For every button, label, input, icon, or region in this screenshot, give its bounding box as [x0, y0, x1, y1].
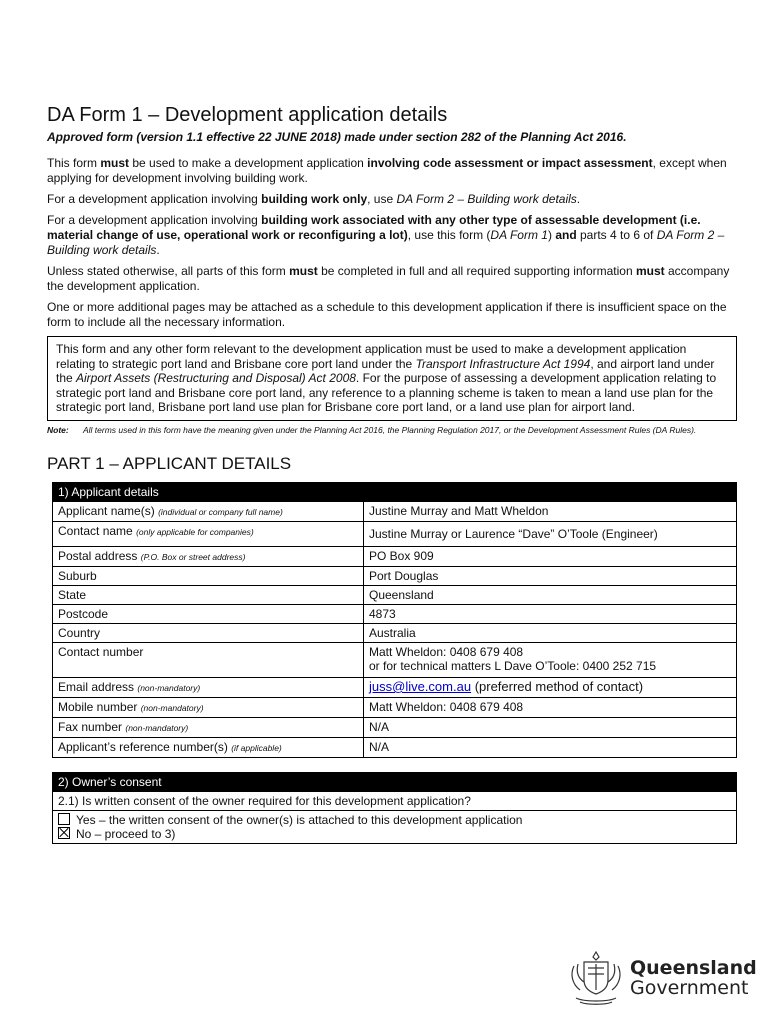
applicant-name-field[interactable]: Justine Murray and Matt Wheldon [364, 501, 737, 521]
email-link[interactable]: juss@live.com.au [369, 678, 472, 694]
reference-number-field[interactable]: N/A [364, 737, 737, 757]
page-title: DA Form 1 – Development application details [47, 104, 448, 126]
consent-no-option[interactable]: No – proceed to 3) [58, 827, 731, 841]
country-field[interactable]: Australia [364, 623, 737, 642]
coat-of-arms-icon [566, 948, 626, 1008]
owner-consent-table [52, 772, 737, 844]
logo-line-2: Government [630, 977, 749, 999]
email-field[interactable]: juss@live.com.au (preferred method of contact) [364, 677, 737, 697]
table-row: Fax number (non-mandatory) N/A [53, 717, 737, 737]
table-row: Contact name (only applicable for companies) Justine Murray or Laurence “Dave” O’Toole (Engineer) [53, 521, 737, 546]
contact-name-field[interactable]: Justine Murray or Laurence “Dave” O’Toole (Engineer) [364, 521, 737, 546]
intro-paragraph-2: For a development application involving building work only, use DA Form 2 – Building work details. [47, 192, 581, 206]
table-row: Postal address (P.O. Box or street address) PO Box 909 [53, 546, 737, 566]
intro-paragraph-3: For a development application involving building work associated with any other type of assessable development (i.e. material change of use, operational work or reconfiguring a lot), use this form (DA Form 1) and parts 4 to 6 of DA Form 2 – Building work details. [47, 213, 725, 257]
table-row: Applicant’s reference number(s) (if applicable) N/A [53, 737, 737, 757]
contact-number-field[interactable]: Matt Wheldon: 0408 679 408 or for technical matters L Dave O’Toole: 0400 252 715 [364, 642, 737, 677]
terms-note [47, 425, 737, 436]
table-row: Suburb Port Douglas [53, 566, 737, 585]
form-subtitle: Approved form (version 1.1 effective 22 JUNE 2018) made under section 282 of the Planning Act 2016. [47, 130, 627, 144]
table-row: Mobile number (non-mandatory) Matt Wheldon: 0408 679 408 [53, 697, 737, 717]
port-land-notice: This form and any other form relevant to the development application must be used to make a development application relating to strategic port land and Brisbane core port land under the Transport Infrastructure Act 1994, and airport land under the Airport Assets (Restructuring and Disposal) Act 2008. For the purpose of assessing a development application relating to strategic port land and Brisbane core port land, any reference to a planning scheme is taken to mean a land use plan for the strategic port land, Brisbane port land use plan for Brisbane core port land, or a land use plan for airport land. [47, 336, 737, 421]
table-row: Contact number Matt Wheldon: 0408 679 408 or for technical matters L Dave O’Toole: 0400 252 715 [53, 642, 737, 677]
table-row: Postcode 4873 [53, 604, 737, 623]
applicant-details-table [52, 482, 737, 758]
table-row: Email address (non-mandatory) juss@live.com.au (preferred method of contact) [53, 677, 737, 697]
intro-paragraph-1: This form must be used to make a development application involving code assessment or impact assessment, except when applying for development involving building work. [47, 156, 727, 185]
postcode-field[interactable]: 4873 [364, 604, 737, 623]
suburb-field[interactable]: Port Douglas [364, 566, 737, 585]
state-field[interactable]: Queensland [364, 585, 737, 604]
applicant-details-header: 1) Applicant details [53, 482, 737, 501]
table-row: State Queensland [53, 585, 737, 604]
intro-paragraph-4: Unless stated otherwise, all parts of this form must be completed in full and all required supporting information must accompany the development application. [47, 264, 730, 293]
table-row: Applicant name(s) (individual or company full name) Justine Murray and Matt Wheldon [53, 501, 737, 521]
form-page [47, 102, 737, 844]
part1-heading: PART 1 – APPLICANT DETAILS [47, 453, 292, 473]
queensland-government-logo [566, 948, 757, 1008]
note-text: All terms used in this form have the meaning given under the Planning Act 2016, the Planning Regulation 2017, or the Development Assessment Rules (DA Rules). [83, 424, 697, 435]
table-row: Country Australia [53, 623, 737, 642]
consent-yes-option[interactable]: Yes – the written consent of the owner(s) is attached to this development application [58, 813, 731, 827]
intro-paragraph-5: One or more additional pages may be attached as a schedule to this development application if there is insufficient space on the form to include all the necessary information. [47, 300, 727, 329]
mobile-number-field[interactable]: Matt Wheldon: 0408 679 408 [364, 697, 737, 717]
postal-address-field[interactable]: PO Box 909 [364, 546, 737, 566]
consent-yes-checkbox[interactable] [58, 813, 70, 825]
note-label: Note: [47, 424, 69, 435]
consent-no-checkbox[interactable] [58, 827, 70, 839]
owner-consent-header: 2) Owner’s consent [53, 772, 737, 791]
fax-number-field[interactable]: N/A [364, 717, 737, 737]
logo-line-1: Queensland [630, 957, 757, 979]
owner-consent-question: 2.1) Is written consent of the owner required for this development application? [53, 791, 737, 810]
